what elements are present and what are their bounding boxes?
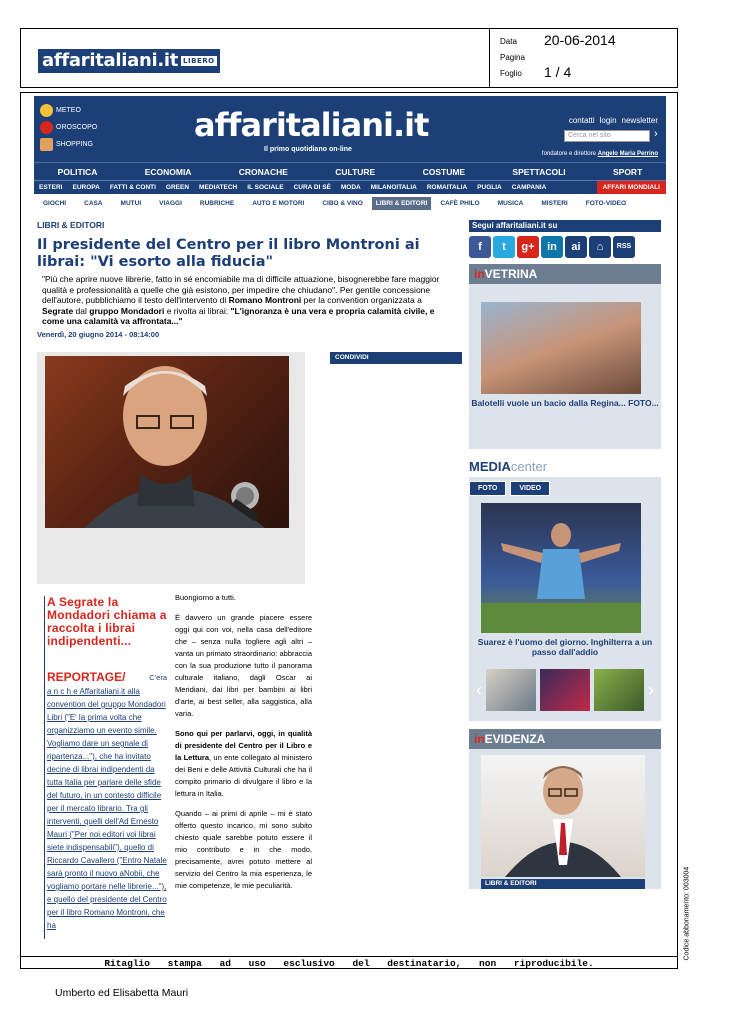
- affaritaliani-app-icon[interactable]: ai: [565, 236, 587, 258]
- section-label[interactable]: LIBRI & EDITORI: [37, 220, 105, 230]
- evidenza-photo[interactable]: [481, 755, 645, 877]
- googleplus-icon[interactable]: g+: [517, 236, 539, 258]
- nav-cafe-philo[interactable]: CAFÈ PHILO: [440, 199, 480, 207]
- vetrina-header: inVETRINA: [469, 264, 661, 284]
- nav-economia[interactable]: ECONOMIA: [144, 166, 192, 177]
- nav-affari-mondiali[interactable]: AFFARI MONDIALI: [597, 181, 666, 194]
- search-input[interactable]: Cerca nel sito: [564, 130, 650, 142]
- nav-milanoitalia[interactable]: MILANOITALIA: [370, 184, 417, 191]
- nav-libri-editori[interactable]: LIBRI & EDITORI: [372, 197, 432, 210]
- clipping-logo: affaritaliani.it LIBERO: [38, 49, 220, 73]
- subscription-code: Codice abbonamento: 003004: [683, 866, 691, 961]
- date-value: 20-06-2014: [544, 32, 616, 48]
- sheet-label: Foglio: [500, 69, 522, 78]
- linkedin-icon[interactable]: in: [541, 236, 563, 258]
- right-rail: [469, 220, 661, 889]
- article-lead: "Più che aprire nuove librerie, fatto in sé encomiabile ma di difficile attuazione, bisognerebbe fare maggior qualità e professionalità a quelle che già esistono, per impedire che chiudano". Per gentile concessione dell'autore, pubblichiamo il testo dell'intervento di Romano Montroni per la convention organizzata a Segrate dal gruppo Mondadori e rivolta ai librai: "L'ignoranza è una vera e propria calamità civile, e come una calamità va affrontata...": [42, 274, 440, 326]
- page-label: Pagina: [500, 53, 525, 62]
- rss-icon[interactable]: RSS: [613, 236, 635, 258]
- related-reportage-box: [44, 596, 167, 939]
- contatti-link[interactable]: contatti: [568, 116, 595, 125]
- nav-campania[interactable]: CAMPANIA: [511, 184, 547, 191]
- nav-musica[interactable]: MUSICA: [497, 199, 524, 207]
- chevron-right-icon[interactable]: ›: [648, 679, 654, 700]
- sidebox-title[interactable]: A Segrate la Mondadori chiama a raccolta i librai indipendenti...: [47, 595, 167, 648]
- meteo-link[interactable]: METEO: [40, 104, 81, 117]
- reportage-link[interactable]: C'era: [149, 673, 167, 682]
- nav-mediatech[interactable]: MEDIATECH: [199, 184, 238, 191]
- nav-viaggi[interactable]: VIAGGI: [159, 199, 182, 207]
- vetrina-widget: [469, 264, 661, 449]
- article-date: Venerdì, 20 giugno 2014 - 08:14:00: [37, 330, 160, 339]
- media-thumbnails: [469, 667, 661, 713]
- body-paragraph: Sono qui per parlarvi, oggi, in qualità di presidente del Centro per il Libro e la Lettura, un ente collegato al ministero dei Beni e delle Attività Culturali che ha il compito primario di divulgare il libro e la lettura in Italia.: [175, 729, 312, 798]
- mediacenter-caption[interactable]: Suarez è l'uomo del giorno. Inghilterra a un passo dall'addio: [477, 637, 653, 657]
- vetrina-photo[interactable]: [481, 302, 641, 394]
- nav-fatti-conti[interactable]: FATTI & CONTI: [109, 184, 156, 191]
- sub-nav: [34, 180, 666, 194]
- nav-moda[interactable]: MODA: [340, 184, 361, 191]
- footer-name: Umberto ed Elisabetta Mauri: [55, 987, 189, 999]
- oroscopo-link[interactable]: OROSCOPO: [40, 121, 97, 134]
- nav-foto-video[interactable]: FOTO-VIDEO: [585, 199, 627, 207]
- site-header: [34, 96, 666, 162]
- nav-costume[interactable]: COSTUME: [422, 166, 466, 177]
- founder-name-link[interactable]: Angelo Maria Perrino: [597, 151, 658, 157]
- thumbnail[interactable]: [540, 669, 590, 711]
- media-tabs: [469, 481, 550, 496]
- nav-culture[interactable]: CULTURE: [335, 166, 376, 177]
- nav-cronache[interactable]: CRONACHE: [238, 166, 288, 177]
- article-photo-box: [37, 352, 305, 584]
- shopping-icon: [40, 138, 53, 151]
- sidebox-body[interactable]: a n c h e Affaritaliani.it alla convention del gruppo Mondadori Libri ("E' la prima volta che organizziamo un evento simile. Vogliamo dare un segnale di ripartenza..."), che ha invitato decine di librai indipendenti da tutta Italia per parlare delle sfide del futuro, in un contesto difficile per il mercato librario. Tra gli interventi, quelli dell'Ad Ernesto Mauri ("Per noi editori voi librai siete indispensabili"), quello di Riccardo Cavallero ("Entro Natale sarà pronto il nuovo aNobii, che vogliamo portare nelle librerie..."), e quello del presidente del Centro per il libro Romano Montroni, che ha: [47, 687, 167, 930]
- third-nav: [34, 196, 666, 210]
- player-photo-illustration: [481, 503, 641, 633]
- nav-spettacoli[interactable]: SPETTACOLI: [512, 166, 566, 177]
- site-tagline: Il primo quotidiano on-line: [264, 146, 352, 153]
- share-button[interactable]: CONDIVIDI: [330, 352, 462, 364]
- nav-rubriche[interactable]: RUBRICHE: [199, 199, 235, 207]
- twitter-icon[interactable]: t: [493, 236, 515, 258]
- chevron-left-icon[interactable]: ‹: [476, 679, 482, 700]
- home-icon[interactable]: ⌂: [589, 236, 611, 258]
- speaker-photo-illustration: [45, 356, 289, 528]
- nav-auto-motori[interactable]: AUTO E MOTORI: [252, 199, 305, 207]
- nav-cura-di-se[interactable]: CURA DI SÉ: [293, 184, 331, 191]
- social-icons: [469, 236, 661, 258]
- evidenza-tag[interactable]: LIBRI & EDITORI: [481, 879, 645, 889]
- nav-mutui[interactable]: MUTUI: [120, 199, 142, 207]
- facebook-icon[interactable]: f: [469, 236, 491, 258]
- vetrina-caption[interactable]: Balotelli vuole un bacio dalla Regina... FOTO...: [471, 398, 659, 408]
- thumbnail[interactable]: [594, 669, 644, 711]
- nav-esteri[interactable]: ESTERI: [39, 184, 63, 191]
- horoscope-icon: [40, 121, 53, 134]
- clipping-meta: [489, 29, 678, 87]
- man-portrait-illustration: [481, 755, 645, 877]
- top-links: [569, 116, 658, 125]
- article-body: [175, 592, 312, 900]
- body-paragraph: È davvero un grande piacere essere oggi qui con voi, nella casa dell'editore che – senza nulla togliere agli altri – vanta un primato straordinario: abbraccia con la sua produzione tutto il panorama culturale italiano, dagli Oscar ai Meridiani, dai libri per bambini ai libri d'arte, ai best seller, alla saggistica, alla varia.: [175, 613, 312, 718]
- thumbnail[interactable]: [486, 669, 536, 711]
- shopping-link[interactable]: SHOPPING: [40, 138, 93, 151]
- follow-us-bar: Segui affaritaliani.it su: [469, 220, 661, 232]
- newsletter-link[interactable]: newsletter: [621, 116, 658, 125]
- nav-il-sociale[interactable]: IL SOCIALE: [247, 184, 284, 191]
- article-title: Il presidente del Centro per il libro Montroni ai librai: "Vi esorto alla fiducia": [37, 237, 420, 270]
- search-arrow-icon[interactable]: ›: [654, 128, 658, 140]
- nav-romaitalia[interactable]: ROMAITALIA: [426, 184, 468, 191]
- sheet-value: 1 / 4: [544, 64, 572, 80]
- founder-line: fondatore e direttore Angelo Maria Perrino: [541, 151, 658, 157]
- tab-foto[interactable]: FOTO: [469, 481, 506, 496]
- nav-green[interactable]: GREEN: [165, 184, 190, 191]
- logo-badge: LIBERO: [183, 57, 215, 65]
- nav-cibo-vino[interactable]: CIBO & VINO: [322, 199, 363, 207]
- nav-misteri[interactable]: MISTERI: [541, 199, 568, 207]
- login-link[interactable]: login: [599, 116, 617, 125]
- nav-politica[interactable]: POLITICA: [57, 166, 98, 177]
- nav-sport[interactable]: SPORT: [612, 166, 643, 177]
- tab-video[interactable]: VIDEO: [510, 481, 550, 496]
- web-page: [34, 96, 666, 946]
- nav-puglia[interactable]: PUGLIA: [477, 184, 502, 191]
- evidenza-widget: [469, 729, 661, 889]
- site-logo[interactable]: affaritaliani.it: [194, 106, 429, 144]
- nav-europa[interactable]: EUROPA: [72, 184, 100, 191]
- main-nav: [34, 162, 666, 180]
- clipping-disclaimer: Ritaglio stampa ad uso esclusivo del destinatario, non riproducibile.: [20, 956, 678, 970]
- body-paragraph: Quando – ai primi di aprile – mi è stato offerto questo incarico, mi sono subito chiesto quale sarebbe potuto essere il mio contributo e in che modo, precisamente, avrei potuto mettere al servizio del Centro la mia esperienza, le mie competenze, le mie peculiarità.: [175, 809, 312, 890]
- date-label: Data: [500, 37, 517, 46]
- weather-icon: [40, 104, 53, 117]
- evidenza-header: inEVIDENZA: [469, 729, 661, 749]
- clipping-header: [20, 28, 678, 88]
- mediacenter-header: MEDIAcenter: [469, 457, 661, 477]
- nav-giochi[interactable]: GIOCHI: [43, 199, 67, 207]
- article-photo: [45, 356, 289, 528]
- body-paragraph: Buongiorno a tutti.: [175, 593, 236, 602]
- web-clipping-frame: [20, 92, 678, 969]
- reportage-heading: REPORTAGE/ C'era: [47, 670, 167, 684]
- mediacenter-widget: [469, 457, 661, 721]
- mediacenter-photo[interactable]: [481, 503, 641, 633]
- nav-casa[interactable]: CASA: [84, 199, 103, 207]
